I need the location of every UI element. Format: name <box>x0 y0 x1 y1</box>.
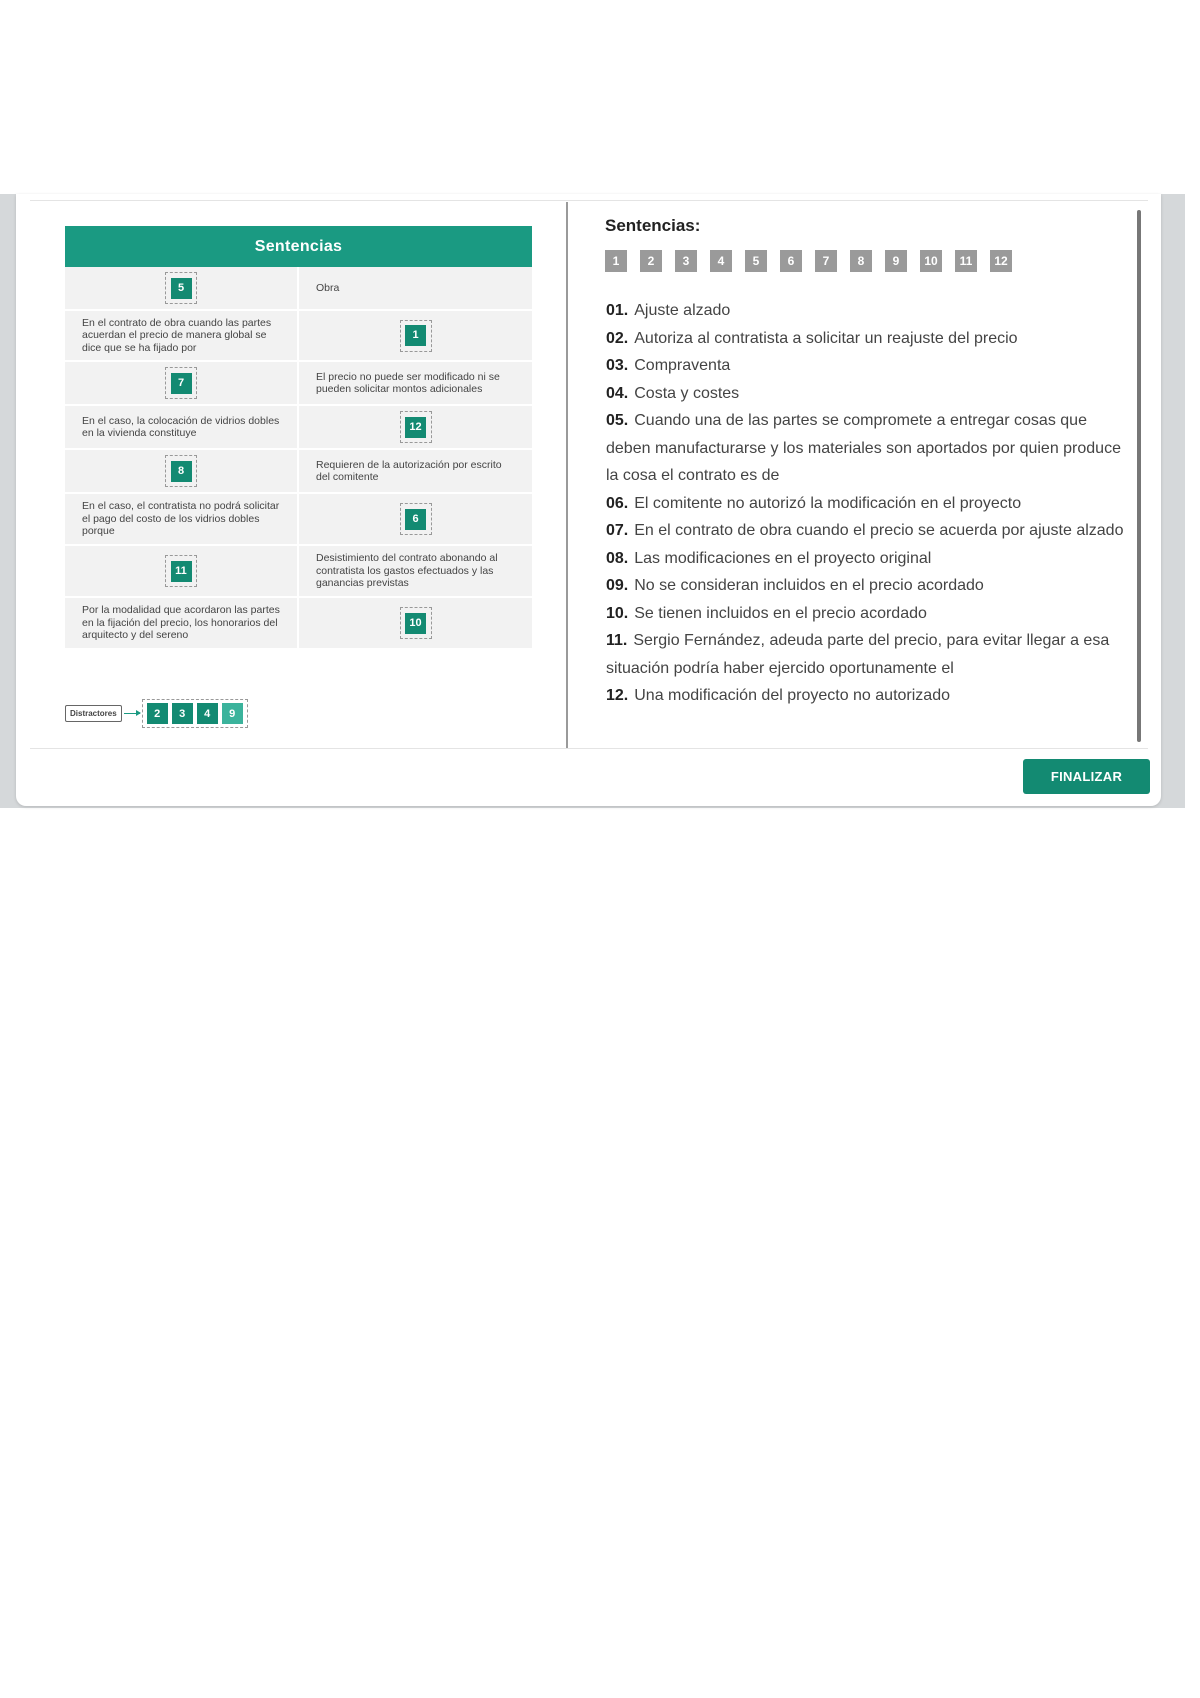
sentence-item <box>606 545 1131 573</box>
table-row <box>65 267 532 311</box>
statement-text: Desistimiento del contrato abonando al contratista los gastos efectuados y las ganancias previstas <box>316 552 498 590</box>
distractors-label: Distractores <box>65 705 122 722</box>
sentence-item <box>606 297 1131 325</box>
sentence-text: Costa y costes <box>634 384 740 402</box>
drop-slot[interactable] <box>165 455 197 487</box>
matching-table <box>65 226 532 650</box>
sentence-number: 02. <box>606 329 629 347</box>
sentence-number: 10. <box>606 604 629 622</box>
sentence-text: Autoriza al contratista a solicitar un reajuste del precio <box>634 329 1018 347</box>
sentence-number: 03. <box>606 357 629 374</box>
sentence-text: Cuando una de las partes se compromete a entregar cosas que deben manufacturarse y los materiales son aportados por quien produce la cosa el contrato es de <box>606 412 1121 484</box>
sentence-tile[interactable]: 4 <box>710 250 732 272</box>
drop-cell <box>65 546 297 596</box>
sentence-item <box>606 407 1131 490</box>
drop-cell <box>65 362 297 404</box>
sentence-text: Se tienen incluidos en el precio acordado <box>634 604 927 622</box>
distractor-chip[interactable]: 3 <box>172 703 193 724</box>
sentence-number: 01. <box>606 302 629 319</box>
statement-text: En el caso, la colocación de vidrios dobles en la vivienda constituye <box>82 414 280 439</box>
statement-text: Requieren de la autorización por escrito del comitente <box>316 458 502 483</box>
table-header: Sentencias <box>65 226 532 267</box>
sentence-item <box>606 517 1131 545</box>
statement-text: Por la modalidad que acordaron las partes en la fijación del precio, los honorarios del arquitecto y del sereno <box>82 604 280 642</box>
scrollbar[interactable] <box>1137 210 1141 742</box>
sentence-tile[interactable]: 10 <box>920 250 942 272</box>
distractors-dropzone[interactable] <box>142 699 248 728</box>
statement-cell <box>65 494 297 544</box>
drop-slot[interactable] <box>165 272 197 304</box>
answer-chip[interactable]: 6 <box>405 509 426 530</box>
table-row <box>65 311 532 362</box>
sentence-item <box>606 600 1131 628</box>
drop-slot[interactable] <box>400 411 432 443</box>
answer-chip[interactable]: 7 <box>171 373 192 394</box>
drop-cell <box>299 406 532 448</box>
sentence-tile[interactable]: 3 <box>675 250 697 272</box>
top-divider <box>30 200 1148 201</box>
sentence-text: Ajuste alzado <box>634 302 731 319</box>
distractor-chip[interactable]: 9 <box>222 703 243 724</box>
statement-cell <box>65 311 297 360</box>
sentence-tile[interactable]: 6 <box>780 250 802 272</box>
drop-cell <box>299 598 532 648</box>
table-row <box>65 450 532 494</box>
sentence-number: 04. <box>606 384 629 402</box>
answer-chip[interactable]: 5 <box>171 278 192 299</box>
sentence-text: No se consideran incluidos en el precio acordado <box>634 577 984 594</box>
table-row <box>65 494 532 546</box>
sentence-text: Las modificaciones en el proyecto original <box>634 549 932 567</box>
statement-cell <box>299 450 532 492</box>
distractor-chip[interactable]: 2 <box>147 703 168 724</box>
app-backdrop <box>0 194 1185 808</box>
sentence-number: 11. <box>606 632 628 649</box>
sentence-tile[interactable]: 2 <box>640 250 662 272</box>
sentence-item <box>606 490 1131 518</box>
sentence-text: Sergio Fernández, adeuda parte del precio, para evitar llegar a esa situación podría haber ejercido oportunamente el <box>606 632 1110 677</box>
statement-cell <box>65 406 297 448</box>
sentence-number: 06. <box>606 494 629 512</box>
drop-cell <box>65 267 297 309</box>
drop-cell <box>65 450 297 492</box>
drop-slot[interactable] <box>400 503 432 535</box>
sentence-text: Compraventa <box>634 357 731 374</box>
statement-text: El precio no puede ser modificado ni se pueden solicitar montos adicionales <box>316 370 500 395</box>
sentence-tile[interactable]: 12 <box>990 250 1012 272</box>
statement-cell <box>65 598 297 648</box>
distractor-chip[interactable]: 4 <box>197 703 218 724</box>
arrow-right-icon <box>124 713 140 714</box>
distractors-area <box>65 699 248 728</box>
sentence-item <box>606 682 1131 710</box>
sentence-tile[interactable]: 8 <box>850 250 872 272</box>
sentence-tile[interactable]: 7 <box>815 250 837 272</box>
sentences-title: Sentencias: <box>605 216 701 235</box>
sentence-tile[interactable]: 1 <box>605 250 627 272</box>
table-row <box>65 362 532 406</box>
statement-cell <box>299 362 532 404</box>
finalizar-button[interactable]: FINALIZAR <box>1023 759 1150 794</box>
table-row <box>65 598 532 650</box>
sentence-tile[interactable]: 5 <box>745 250 767 272</box>
statement-text: En el caso, el contratista no podrá solicitar el pago del costo de los vidrios dobles porque <box>82 500 280 538</box>
sentence-item <box>606 627 1131 682</box>
statement-text: Obra <box>316 281 340 294</box>
bottom-divider <box>30 748 1148 749</box>
drop-cell <box>299 311 532 360</box>
statement-cell <box>299 267 532 309</box>
answer-chip[interactable]: 11 <box>171 561 192 582</box>
exercise-card <box>16 194 1161 806</box>
sentence-item <box>606 380 1131 408</box>
drop-cell <box>299 494 532 544</box>
sentence-text: Una modificación del proyecto no autorizado <box>634 687 950 704</box>
sentence-number: 12. <box>606 687 629 704</box>
sentence-list <box>606 297 1131 710</box>
table-rows <box>65 267 532 650</box>
sentence-number: 07. <box>606 522 629 539</box>
table-row <box>65 406 532 450</box>
sentence-item <box>606 325 1131 353</box>
sentence-item <box>606 572 1131 600</box>
sentence-tiles <box>605 250 1012 272</box>
drop-slot[interactable] <box>400 607 432 639</box>
statement-cell <box>299 546 532 596</box>
answer-chip[interactable]: 10 <box>405 613 426 634</box>
answer-chip[interactable]: 1 <box>405 325 426 346</box>
sentence-tile[interactable]: 9 <box>885 250 907 272</box>
sentence-text: El comitente no autorizó la modificación en el proyecto <box>634 494 1022 512</box>
sentence-tile[interactable]: 11 <box>955 250 977 272</box>
drop-slot[interactable] <box>400 320 432 352</box>
sentence-item <box>606 352 1131 380</box>
sentence-number: 05. <box>606 412 629 429</box>
panel-divider <box>566 202 568 748</box>
table-row <box>65 546 532 598</box>
sentence-number: 09. <box>606 577 629 594</box>
sentence-text: En el contrato de obra cuando el precio se acuerda por ajuste alzado <box>634 522 1124 539</box>
drop-slot[interactable] <box>165 367 197 399</box>
answer-chip[interactable]: 12 <box>405 417 426 438</box>
statement-text: En el contrato de obra cuando las partes acuerdan el precio de manera global se dice que se ha fijado por <box>82 316 272 354</box>
sentence-number: 08. <box>606 549 629 567</box>
answer-chip[interactable]: 8 <box>171 461 192 482</box>
drop-slot[interactable] <box>165 555 197 587</box>
